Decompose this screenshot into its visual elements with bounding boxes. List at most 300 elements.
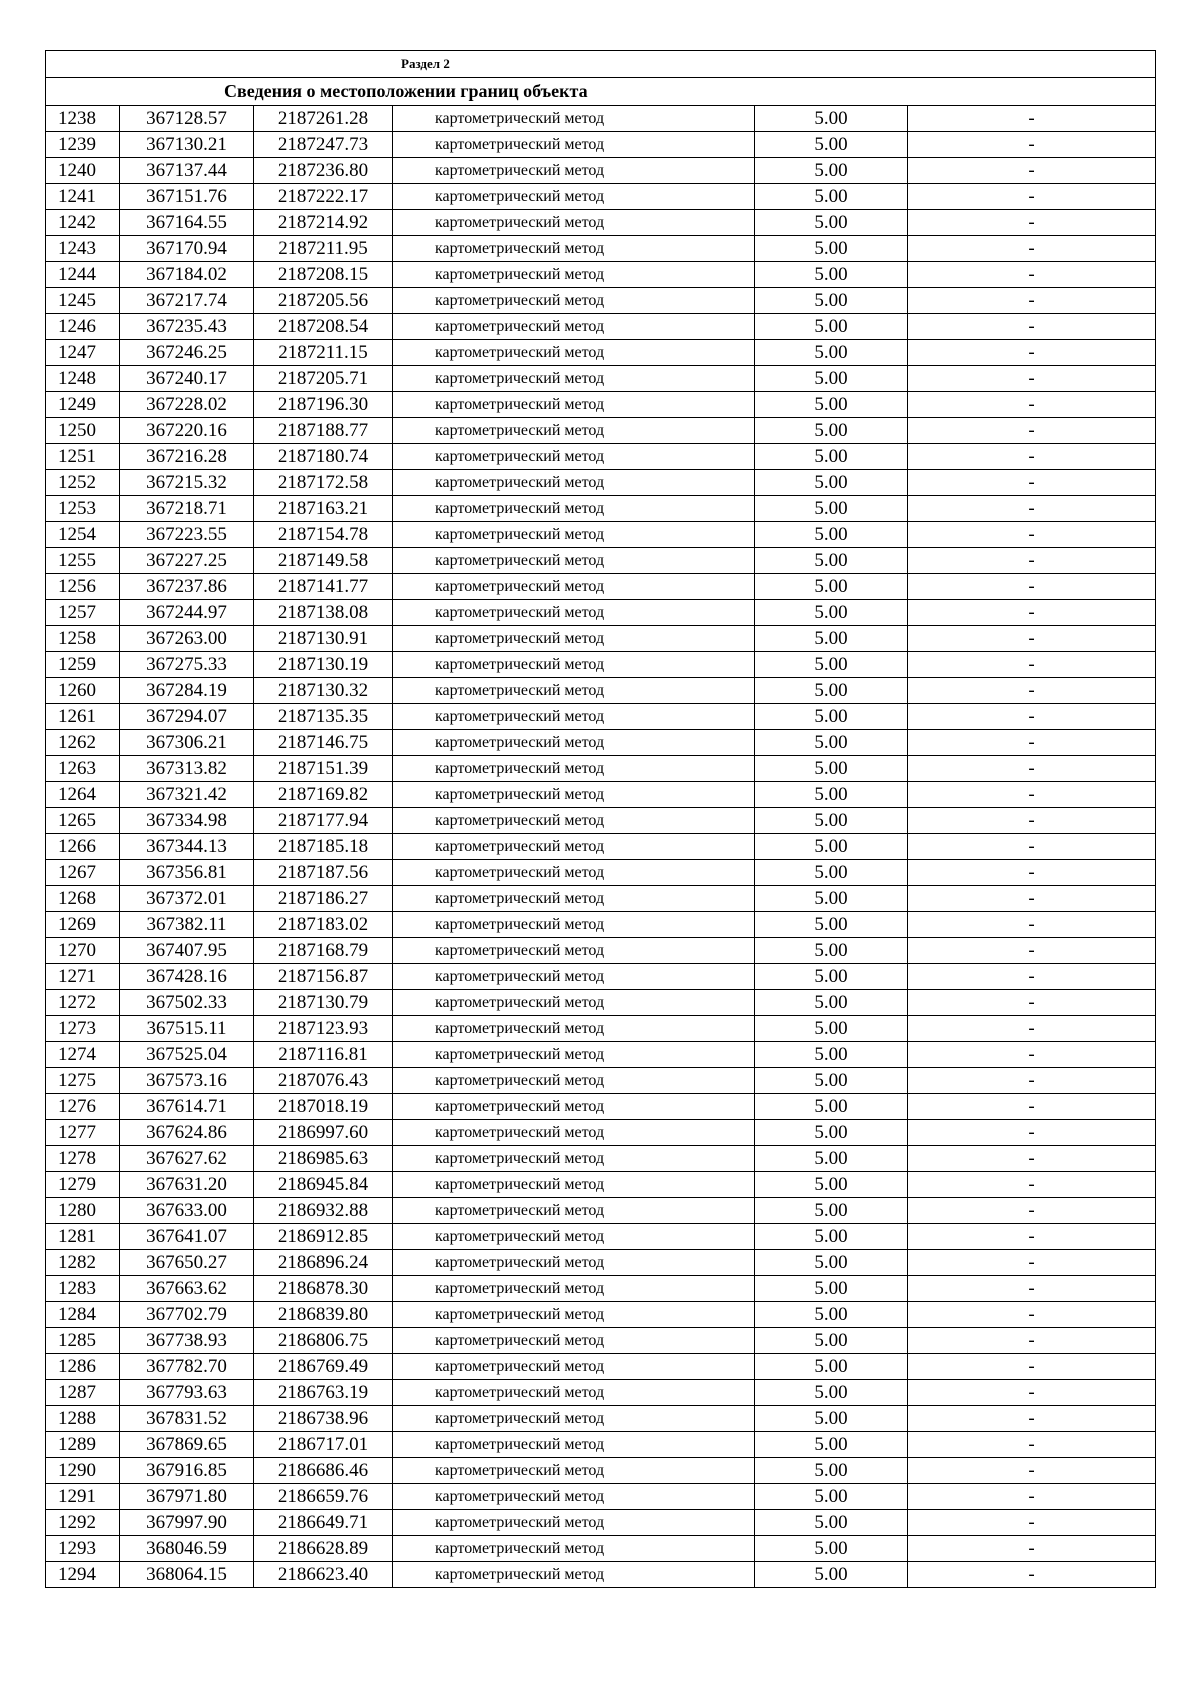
x-coordinate-cell: 367137.44 <box>120 158 254 184</box>
method-cell: картометрический метод <box>393 834 755 860</box>
x-coordinate-cell: 367782.70 <box>120 1354 254 1380</box>
description-cell: - <box>908 1458 1156 1484</box>
precision-cell: 5.00 <box>755 1276 908 1302</box>
x-coordinate-cell: 367216.28 <box>120 444 254 470</box>
description-cell: - <box>908 834 1156 860</box>
method-cell: картометрический метод <box>393 600 755 626</box>
table-row <box>46 1250 1156 1276</box>
method-cell: картометрический метод <box>393 366 755 392</box>
precision-cell: 5.00 <box>755 366 908 392</box>
point-number-cell: 1290 <box>46 1458 120 1484</box>
method-cell: картометрический метод <box>393 470 755 496</box>
x-coordinate-cell: 367128.57 <box>120 106 254 132</box>
precision-cell: 5.00 <box>755 1068 908 1094</box>
method-cell: картометрический метод <box>393 704 755 730</box>
point-number-cell: 1278 <box>46 1146 120 1172</box>
precision-cell: 5.00 <box>755 886 908 912</box>
precision-cell: 5.00 <box>755 990 908 1016</box>
point-number-cell: 1246 <box>46 314 120 340</box>
method-cell: картометрический метод <box>393 782 755 808</box>
description-cell: - <box>908 1146 1156 1172</box>
point-number-cell: 1258 <box>46 626 120 652</box>
description-cell: - <box>908 782 1156 808</box>
precision-cell: 5.00 <box>755 782 908 808</box>
x-coordinate-cell: 367916.85 <box>120 1458 254 1484</box>
method-cell: картометрический метод <box>393 340 755 366</box>
description-cell: - <box>908 366 1156 392</box>
point-number-cell: 1249 <box>46 392 120 418</box>
y-coordinate-cell: 2187236.80 <box>254 158 393 184</box>
precision-cell: 5.00 <box>755 652 908 678</box>
x-coordinate-cell: 367831.52 <box>120 1406 254 1432</box>
table-row <box>46 496 1156 522</box>
y-coordinate-cell: 2187130.32 <box>254 678 393 704</box>
description-cell: - <box>908 444 1156 470</box>
point-number-cell: 1244 <box>46 262 120 288</box>
description-cell: - <box>908 392 1156 418</box>
point-number-cell: 1293 <box>46 1536 120 1562</box>
precision-cell: 5.00 <box>755 392 908 418</box>
precision-cell: 5.00 <box>755 314 908 340</box>
point-number-cell: 1274 <box>46 1042 120 1068</box>
precision-cell: 5.00 <box>755 1146 908 1172</box>
precision-cell: 5.00 <box>755 1198 908 1224</box>
table-row <box>46 184 1156 210</box>
method-cell: картометрический метод <box>393 262 755 288</box>
point-number-cell: 1266 <box>46 834 120 860</box>
method-cell: картометрический метод <box>393 210 755 236</box>
description-cell: - <box>908 626 1156 652</box>
y-coordinate-cell: 2187208.15 <box>254 262 393 288</box>
precision-cell: 5.00 <box>755 964 908 990</box>
point-number-cell: 1262 <box>46 730 120 756</box>
precision-cell: 5.00 <box>755 288 908 314</box>
method-cell: картометрический метод <box>393 314 755 340</box>
description-cell: - <box>908 652 1156 678</box>
point-number-cell: 1252 <box>46 470 120 496</box>
description-cell: - <box>908 1016 1156 1042</box>
method-cell: картометрический метод <box>393 1250 755 1276</box>
point-number-cell: 1248 <box>46 366 120 392</box>
method-cell: картометрический метод <box>393 1536 755 1562</box>
precision-cell: 5.00 <box>755 1042 908 1068</box>
method-cell: картометрический метод <box>393 1380 755 1406</box>
y-coordinate-cell: 2186806.75 <box>254 1328 393 1354</box>
y-coordinate-cell: 2186985.63 <box>254 1146 393 1172</box>
point-number-cell: 1239 <box>46 132 120 158</box>
table-row <box>46 782 1156 808</box>
y-coordinate-cell: 2187138.08 <box>254 600 393 626</box>
description-cell: - <box>908 1536 1156 1562</box>
x-coordinate-cell: 367641.07 <box>120 1224 254 1250</box>
method-cell: картометрический метод <box>393 1458 755 1484</box>
y-coordinate-cell: 2187130.91 <box>254 626 393 652</box>
y-coordinate-cell: 2187130.19 <box>254 652 393 678</box>
precision-cell: 5.00 <box>755 1172 908 1198</box>
x-coordinate-cell: 367631.20 <box>120 1172 254 1198</box>
description-cell: - <box>908 886 1156 912</box>
precision-cell: 5.00 <box>755 418 908 444</box>
point-number-cell: 1240 <box>46 158 120 184</box>
table-row <box>46 704 1156 730</box>
method-cell: картометрический метод <box>393 990 755 1016</box>
method-cell: картометрический метод <box>393 288 755 314</box>
y-coordinate-cell: 2186896.24 <box>254 1250 393 1276</box>
y-coordinate-cell: 2187180.74 <box>254 444 393 470</box>
y-coordinate-cell: 2187156.87 <box>254 964 393 990</box>
table-row <box>46 600 1156 626</box>
point-number-cell: 1273 <box>46 1016 120 1042</box>
description-cell: - <box>908 1406 1156 1432</box>
x-coordinate-cell: 367663.62 <box>120 1276 254 1302</box>
x-coordinate-cell: 367614.71 <box>120 1094 254 1120</box>
y-coordinate-cell: 2186763.19 <box>254 1380 393 1406</box>
y-coordinate-cell: 2187018.19 <box>254 1094 393 1120</box>
x-coordinate-cell: 367275.33 <box>120 652 254 678</box>
precision-cell: 5.00 <box>755 1328 908 1354</box>
table-row <box>46 1094 1156 1120</box>
description-cell: - <box>908 1328 1156 1354</box>
table-row <box>46 652 1156 678</box>
x-coordinate-cell: 367515.11 <box>120 1016 254 1042</box>
point-number-cell: 1259 <box>46 652 120 678</box>
y-coordinate-cell: 2187183.02 <box>254 912 393 938</box>
description-cell: - <box>908 1172 1156 1198</box>
table-row <box>46 964 1156 990</box>
table-row <box>46 1406 1156 1432</box>
precision-cell: 5.00 <box>755 496 908 522</box>
description-cell: - <box>908 132 1156 158</box>
method-cell: картометрический метод <box>393 444 755 470</box>
method-cell: картометрический метод <box>393 1198 755 1224</box>
table-row <box>46 1068 1156 1094</box>
method-cell: картометрический метод <box>393 1224 755 1250</box>
point-number-cell: 1275 <box>46 1068 120 1094</box>
table-row <box>46 548 1156 574</box>
table-row <box>46 314 1156 340</box>
y-coordinate-cell: 2187172.58 <box>254 470 393 496</box>
description-cell: - <box>908 470 1156 496</box>
y-coordinate-cell: 2187149.58 <box>254 548 393 574</box>
point-number-cell: 1276 <box>46 1094 120 1120</box>
precision-cell: 5.00 <box>755 210 908 236</box>
x-coordinate-cell: 367240.17 <box>120 366 254 392</box>
point-number-cell: 1260 <box>46 678 120 704</box>
precision-cell: 5.00 <box>755 1354 908 1380</box>
table-row <box>46 912 1156 938</box>
x-coordinate-cell: 367228.02 <box>120 392 254 418</box>
table-row <box>46 808 1156 834</box>
y-coordinate-cell: 2187177.94 <box>254 808 393 834</box>
table-row <box>46 574 1156 600</box>
y-coordinate-cell: 2187211.15 <box>254 340 393 366</box>
point-number-cell: 1261 <box>46 704 120 730</box>
method-cell: картометрический метод <box>393 1016 755 1042</box>
precision-cell: 5.00 <box>755 184 908 210</box>
method-cell: картометрический метод <box>393 1510 755 1536</box>
point-number-cell: 1251 <box>46 444 120 470</box>
x-coordinate-cell: 367738.93 <box>120 1328 254 1354</box>
table-row <box>46 860 1156 886</box>
description-cell: - <box>908 1042 1156 1068</box>
y-coordinate-cell: 2186839.80 <box>254 1302 393 1328</box>
x-coordinate-cell: 367502.33 <box>120 990 254 1016</box>
point-number-cell: 1271 <box>46 964 120 990</box>
precision-cell: 5.00 <box>755 1380 908 1406</box>
method-cell: картометрический метод <box>393 938 755 964</box>
precision-cell: 5.00 <box>755 1250 908 1276</box>
description-cell: - <box>908 678 1156 704</box>
precision-cell: 5.00 <box>755 106 908 132</box>
method-cell: картометрический метод <box>393 574 755 600</box>
y-coordinate-cell: 2187151.39 <box>254 756 393 782</box>
precision-cell: 5.00 <box>755 1536 908 1562</box>
description-cell: - <box>908 938 1156 964</box>
point-number-cell: 1283 <box>46 1276 120 1302</box>
table-row <box>46 106 1156 132</box>
y-coordinate-cell: 2186738.96 <box>254 1406 393 1432</box>
precision-cell: 5.00 <box>755 730 908 756</box>
y-coordinate-cell: 2187146.75 <box>254 730 393 756</box>
table-row <box>46 366 1156 392</box>
x-coordinate-cell: 367356.81 <box>120 860 254 886</box>
table-row <box>46 990 1156 1016</box>
y-coordinate-cell: 2186659.76 <box>254 1484 393 1510</box>
precision-cell: 5.00 <box>755 600 908 626</box>
table-row <box>46 392 1156 418</box>
description-cell: - <box>908 1354 1156 1380</box>
precision-cell: 5.00 <box>755 756 908 782</box>
description-cell: - <box>908 106 1156 132</box>
y-coordinate-cell: 2187247.73 <box>254 132 393 158</box>
description-cell: - <box>908 756 1156 782</box>
x-coordinate-cell: 367650.27 <box>120 1250 254 1276</box>
precision-cell: 5.00 <box>755 1510 908 1536</box>
table-row <box>46 470 1156 496</box>
method-cell: картометрический метод <box>393 1432 755 1458</box>
x-coordinate-cell: 367151.76 <box>120 184 254 210</box>
section-header-row <box>46 51 1156 78</box>
point-number-cell: 1263 <box>46 756 120 782</box>
precision-cell: 5.00 <box>755 1016 908 1042</box>
precision-cell: 5.00 <box>755 132 908 158</box>
method-cell: картометрический метод <box>393 1068 755 1094</box>
point-number-cell: 1286 <box>46 1354 120 1380</box>
x-coordinate-cell: 367246.25 <box>120 340 254 366</box>
precision-cell: 5.00 <box>755 834 908 860</box>
table-row <box>46 288 1156 314</box>
y-coordinate-cell: 2187169.82 <box>254 782 393 808</box>
x-coordinate-cell: 367215.32 <box>120 470 254 496</box>
method-cell: картометрический метод <box>393 1302 755 1328</box>
description-cell: - <box>908 1250 1156 1276</box>
x-coordinate-cell: 367130.21 <box>120 132 254 158</box>
description-cell: - <box>908 1380 1156 1406</box>
description-cell: - <box>908 1510 1156 1536</box>
point-number-cell: 1288 <box>46 1406 120 1432</box>
description-cell: - <box>908 730 1156 756</box>
table-row <box>46 1380 1156 1406</box>
x-coordinate-cell: 368064.15 <box>120 1562 254 1588</box>
point-number-cell: 1265 <box>46 808 120 834</box>
precision-cell: 5.00 <box>755 912 908 938</box>
method-cell: картометрический метод <box>393 392 755 418</box>
description-cell: - <box>908 912 1156 938</box>
precision-cell: 5.00 <box>755 1562 908 1588</box>
point-number-cell: 1285 <box>46 1328 120 1354</box>
table-row <box>46 158 1156 184</box>
y-coordinate-cell: 2186878.30 <box>254 1276 393 1302</box>
method-cell: картометрический метод <box>393 1406 755 1432</box>
point-number-cell: 1250 <box>46 418 120 444</box>
y-coordinate-cell: 2186945.84 <box>254 1172 393 1198</box>
table-row <box>46 1276 1156 1302</box>
precision-cell: 5.00 <box>755 1406 908 1432</box>
y-coordinate-cell: 2186628.89 <box>254 1536 393 1562</box>
method-cell: картометрический метод <box>393 184 755 210</box>
table-row <box>46 132 1156 158</box>
x-coordinate-cell: 367184.02 <box>120 262 254 288</box>
method-cell: картометрический метод <box>393 1146 755 1172</box>
y-coordinate-cell: 2187163.21 <box>254 496 393 522</box>
description-cell: - <box>908 340 1156 366</box>
point-number-cell: 1279 <box>46 1172 120 1198</box>
method-cell: картометрический метод <box>393 808 755 834</box>
y-coordinate-cell: 2186649.71 <box>254 1510 393 1536</box>
point-number-cell: 1242 <box>46 210 120 236</box>
description-cell: - <box>908 496 1156 522</box>
document-page <box>45 50 1155 1588</box>
y-coordinate-cell: 2186686.46 <box>254 1458 393 1484</box>
x-coordinate-cell: 367227.25 <box>120 548 254 574</box>
precision-cell: 5.00 <box>755 808 908 834</box>
x-coordinate-cell: 367263.00 <box>120 626 254 652</box>
method-cell: картометрический метод <box>393 1328 755 1354</box>
description-cell: - <box>908 964 1156 990</box>
description-cell: - <box>908 1198 1156 1224</box>
method-cell: картометрический метод <box>393 418 755 444</box>
method-cell: картометрический метод <box>393 1354 755 1380</box>
x-coordinate-cell: 367237.86 <box>120 574 254 600</box>
y-coordinate-cell: 2187187.56 <box>254 860 393 886</box>
precision-cell: 5.00 <box>755 340 908 366</box>
method-cell: картометрический метод <box>393 548 755 574</box>
precision-cell: 5.00 <box>755 158 908 184</box>
x-coordinate-cell: 367217.74 <box>120 288 254 314</box>
description-cell: - <box>908 1224 1156 1250</box>
point-number-cell: 1277 <box>46 1120 120 1146</box>
point-number-cell: 1241 <box>46 184 120 210</box>
table-row <box>46 626 1156 652</box>
point-number-cell: 1284 <box>46 1302 120 1328</box>
point-number-cell: 1281 <box>46 1224 120 1250</box>
description-cell: - <box>908 574 1156 600</box>
table-row <box>46 938 1156 964</box>
table-row <box>46 1120 1156 1146</box>
description-cell: - <box>908 1094 1156 1120</box>
x-coordinate-cell: 367321.42 <box>120 782 254 808</box>
x-coordinate-cell: 367702.79 <box>120 1302 254 1328</box>
y-coordinate-cell: 2187141.77 <box>254 574 393 600</box>
method-cell: картометрический метод <box>393 1562 755 1588</box>
y-coordinate-cell: 2187188.77 <box>254 418 393 444</box>
x-coordinate-cell: 367633.00 <box>120 1198 254 1224</box>
point-number-cell: 1247 <box>46 340 120 366</box>
precision-cell: 5.00 <box>755 1120 908 1146</box>
x-coordinate-cell: 367407.95 <box>120 938 254 964</box>
table-row <box>46 1016 1156 1042</box>
method-cell: картометрический метод <box>393 1276 755 1302</box>
precision-cell: 5.00 <box>755 704 908 730</box>
precision-cell: 5.00 <box>755 1484 908 1510</box>
table-row <box>46 1484 1156 1510</box>
x-coordinate-cell: 367218.71 <box>120 496 254 522</box>
x-coordinate-cell: 367313.82 <box>120 756 254 782</box>
precision-cell: 5.00 <box>755 574 908 600</box>
description-cell: - <box>908 1562 1156 1588</box>
point-number-cell: 1291 <box>46 1484 120 1510</box>
point-number-cell: 1256 <box>46 574 120 600</box>
precision-cell: 5.00 <box>755 860 908 886</box>
table-row <box>46 834 1156 860</box>
description-cell: - <box>908 600 1156 626</box>
y-coordinate-cell: 2186717.01 <box>254 1432 393 1458</box>
point-number-cell: 1257 <box>46 600 120 626</box>
description-cell: - <box>908 262 1156 288</box>
x-coordinate-cell: 367306.21 <box>120 730 254 756</box>
x-coordinate-cell: 367382.11 <box>120 912 254 938</box>
y-coordinate-cell: 2187154.78 <box>254 522 393 548</box>
x-coordinate-cell: 367223.55 <box>120 522 254 548</box>
table-row <box>46 1510 1156 1536</box>
method-cell: картометрический метод <box>393 106 755 132</box>
method-cell: картометрический метод <box>393 1094 755 1120</box>
method-cell: картометрический метод <box>393 756 755 782</box>
table-row <box>46 236 1156 262</box>
point-number-cell: 1294 <box>46 1562 120 1588</box>
table-row <box>46 210 1156 236</box>
precision-cell: 5.00 <box>755 548 908 574</box>
description-cell: - <box>908 288 1156 314</box>
point-number-cell: 1287 <box>46 1380 120 1406</box>
point-number-cell: 1292 <box>46 1510 120 1536</box>
precision-cell: 5.00 <box>755 1302 908 1328</box>
method-cell: картометрический метод <box>393 1484 755 1510</box>
x-coordinate-cell: 367170.94 <box>120 236 254 262</box>
table-row <box>46 1536 1156 1562</box>
table-row <box>46 1458 1156 1484</box>
table-row <box>46 1562 1156 1588</box>
table-title-row <box>46 78 1156 106</box>
table-row <box>46 1224 1156 1250</box>
description-cell: - <box>908 1276 1156 1302</box>
method-cell: картометрический метод <box>393 132 755 158</box>
y-coordinate-cell: 2187116.81 <box>254 1042 393 1068</box>
method-cell: картометрический метод <box>393 522 755 548</box>
table-row <box>46 1302 1156 1328</box>
x-coordinate-cell: 367624.86 <box>120 1120 254 1146</box>
table-row <box>46 756 1156 782</box>
description-cell: - <box>908 314 1156 340</box>
y-coordinate-cell: 2187211.95 <box>254 236 393 262</box>
description-cell: - <box>908 990 1156 1016</box>
point-number-cell: 1253 <box>46 496 120 522</box>
point-number-cell: 1282 <box>46 1250 120 1276</box>
point-number-cell: 1268 <box>46 886 120 912</box>
y-coordinate-cell: 2187185.18 <box>254 834 393 860</box>
y-coordinate-cell: 2187123.93 <box>254 1016 393 1042</box>
table-row <box>46 522 1156 548</box>
